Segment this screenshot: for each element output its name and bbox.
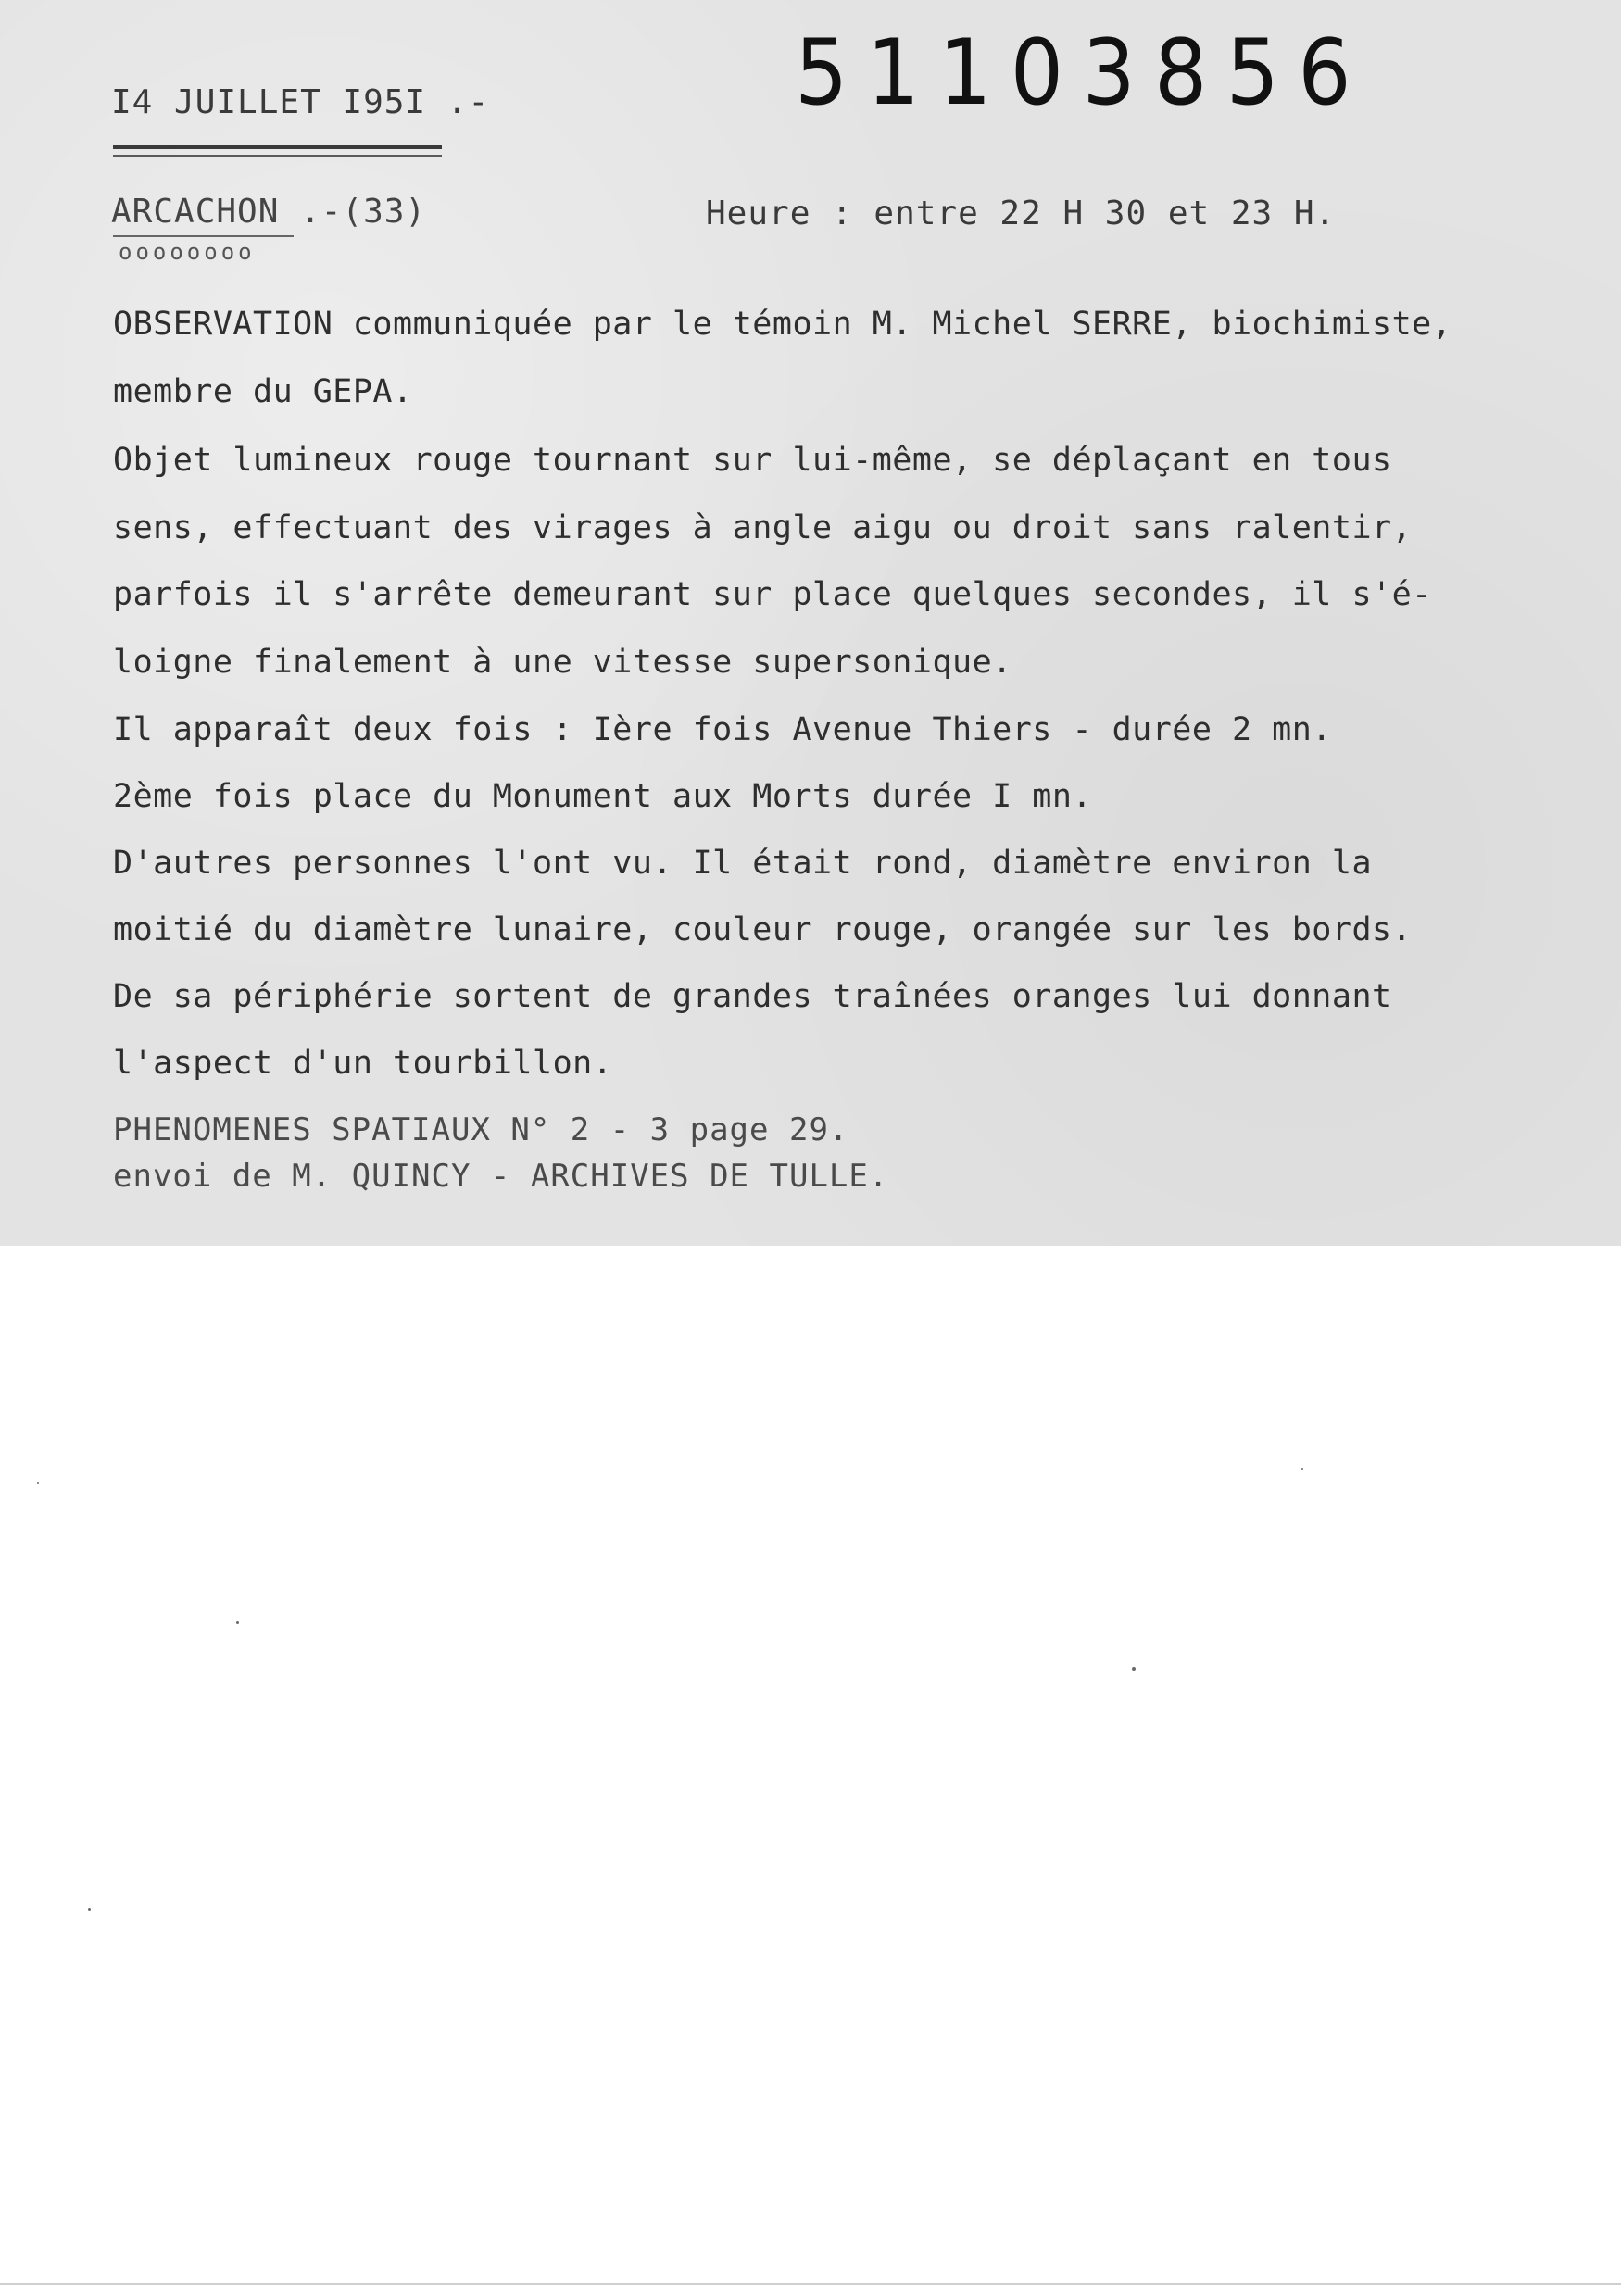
source-sender: envoi de M. QUINCY - ARCHIVES DE TULLE.: [113, 1158, 889, 1195]
body-line: l'aspect d'un tourbillon.: [113, 1045, 613, 1082]
body-line: parfois il s'arrête demeurant sur place quelques secondes, il s'é-: [113, 576, 1432, 613]
scan-speck: [1301, 1468, 1303, 1470]
location-ornament: oooooooo: [119, 239, 256, 265]
location-heading: ARCACHON .-(33): [111, 193, 427, 231]
observation-date: I4 JUILLET I95I .-: [111, 83, 490, 121]
body-line: loigne finalement à une vitesse supersonique.: [113, 644, 1012, 681]
scan-speck: [88, 1908, 91, 1911]
body-line: Il apparaît deux fois : Ière fois Avenue Thiers - durée 2 mn.: [113, 711, 1332, 748]
page-bottom-edge: [0, 2283, 1621, 2285]
body-line: De sa périphérie sortent de grandes traînées oranges lui donnant: [113, 978, 1392, 1015]
case-number-stamp: 51103856: [795, 20, 1370, 126]
scan-speck: [1132, 1667, 1136, 1671]
body-line: OBSERVATION communiquée par le témoin M. Michel SERRE, biochimiste,: [113, 306, 1452, 343]
body-line: membre du GEPA.: [113, 373, 413, 410]
body-line: sens, effectuant des virages à angle aigu ou droit sans ralentir,: [113, 509, 1413, 546]
scan-speck: [236, 1621, 239, 1624]
body-line: moitié du diamètre lunaire, couleur rouge, orangée sur les bords.: [113, 911, 1413, 948]
body-line: 2ème fois place du Monument aux Morts durée I mn.: [113, 778, 1093, 815]
body-line: D'autres personnes l'ont vu. Il était rond, diamètre environ la: [113, 845, 1373, 882]
date-underline-top: [113, 145, 442, 149]
body-line: Objet lumineux rouge tournant sur lui-même, se déplaçant en tous: [113, 442, 1392, 479]
observation-time: Heure : entre 22 H 30 et 23 H.: [706, 194, 1337, 232]
scan-speck: [37, 1482, 39, 1484]
date-underline-bottom: [113, 155, 442, 157]
location-underline: [113, 235, 294, 237]
source-reference: PHENOMENES SPATIAUX N° 2 - 3 page 29.: [113, 1111, 849, 1148]
